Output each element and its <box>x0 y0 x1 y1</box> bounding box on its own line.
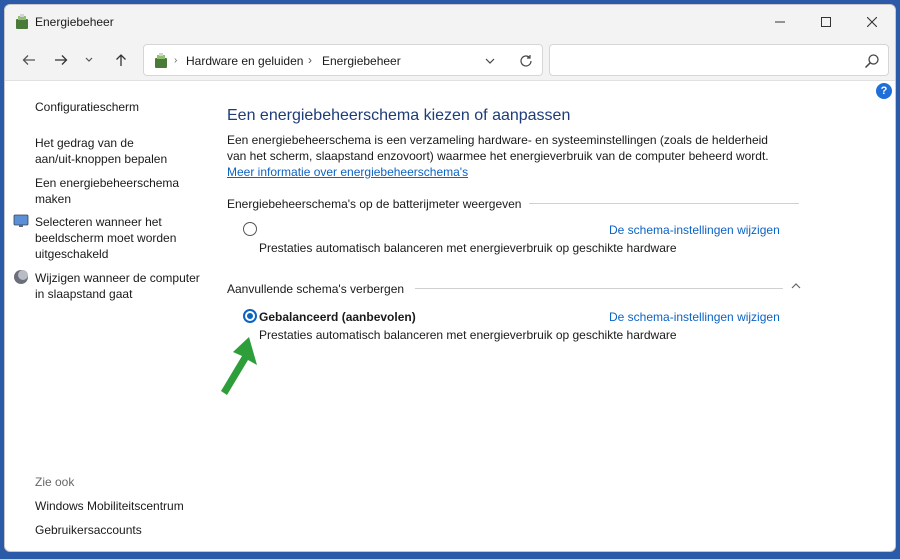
forward-button[interactable] <box>49 49 73 71</box>
forward-icon <box>54 53 68 67</box>
minimize-icon <box>775 17 785 27</box>
intro-text <box>227 132 787 180</box>
plan-name-2: Gebalanceerd (aanbevolen) <box>259 310 416 324</box>
moon-icon <box>13 269 29 285</box>
window-title: Energiebeheer <box>35 15 114 29</box>
section-battery-meter-heading: Energiebeheerschema's op de batterijmeter weergeven <box>227 197 522 211</box>
maximize-icon <box>821 17 831 27</box>
navigation-bar <box>5 39 895 81</box>
section-hide-plans-heading[interactable]: Aanvullende schema's verbergen <box>227 282 405 296</box>
history-chevron-icon <box>85 57 93 63</box>
sidebar-item-sleep[interactable]: Wijzigen wanneer de computer in slaapstand gaat <box>35 271 200 301</box>
search-box[interactable] <box>549 44 889 76</box>
section-divider <box>415 288 783 289</box>
plan-description-2: Prestaties automatisch balanceren met energieverbruik op geschikte hardware <box>259 328 677 342</box>
up-button[interactable] <box>109 49 133 71</box>
help-icon: ? <box>880 85 888 97</box>
refresh-button[interactable] <box>516 51 536 71</box>
recent-locations-button[interactable] <box>81 49 97 71</box>
back-button[interactable] <box>17 49 41 71</box>
sidebar-item-power-buttons[interactable]: Het gedrag van de aan/uit-knoppen bepalen <box>35 136 168 166</box>
collapse-icon[interactable] <box>789 280 803 292</box>
intro-body: Een energiebeheerschema is een verzameling hardware- en systeeminstellingen (zoals de helderheid van het scherm, slaapstand enzovoort) waarmee het energieverbruik van de computer beheerd wordt. <box>227 133 769 163</box>
refresh-icon <box>519 54 533 68</box>
power-options-icon <box>13 13 31 31</box>
close-icon <box>867 17 877 27</box>
plan-radio-2[interactable] <box>243 309 257 323</box>
chevron-down-icon <box>485 58 495 64</box>
search-icon[interactable] <box>864 53 880 69</box>
power-options-icon <box>152 52 170 70</box>
breadcrumb-separator-icon: › <box>308 53 312 67</box>
address-dropdown-button[interactable] <box>480 53 500 69</box>
plan-description-1: Prestaties automatisch balanceren met energieverbruik op geschikte hardware <box>259 241 677 255</box>
sidebar-home-link[interactable]: Configuratiescherm <box>35 100 140 114</box>
window <box>4 4 896 552</box>
back-icon <box>22 53 36 67</box>
address-bar[interactable] <box>143 44 543 76</box>
section-divider <box>529 203 799 204</box>
sidebar-item-display-off[interactable]: Selecteren wanneer het beeldscherm moet worden uitgeschakeld <box>35 215 177 261</box>
breadcrumb-hardware[interactable]: Hardware en geluiden <box>186 54 304 68</box>
close-button[interactable] <box>849 5 895 39</box>
see-also-heading: Zie ook <box>35 475 75 489</box>
see-also-user-accounts[interactable]: Gebruikersaccounts <box>35 523 142 537</box>
main-content <box>227 81 887 551</box>
change-plan-settings-link-1[interactable]: De schema-instellingen wijzigen <box>609 223 780 237</box>
learn-more-link[interactable]: Meer informatie over energiebeheerschema's <box>227 165 469 179</box>
sidebar-item-create-plan[interactable]: Een energiebeheerschema maken <box>35 176 180 206</box>
change-plan-settings-link-2[interactable]: De schema-instellingen wijzigen <box>609 310 780 324</box>
breadcrumb-chevron-icon: › <box>174 55 178 66</box>
display-icon <box>13 213 29 229</box>
up-icon <box>114 53 128 67</box>
annotation-arrow-icon <box>219 335 259 397</box>
see-also-mobility-center[interactable]: Windows Mobiliteitscentrum <box>35 499 184 513</box>
breadcrumb-power[interactable]: Energiebeheer <box>322 54 401 68</box>
plan-radio-1[interactable] <box>243 222 257 236</box>
search-input[interactable] <box>556 51 846 69</box>
sidebar <box>5 81 210 551</box>
page-title: Een energiebeheerschema kiezen of aanpassen <box>227 107 571 124</box>
maximize-button[interactable] <box>803 5 849 39</box>
minimize-button[interactable] <box>757 5 803 39</box>
title-bar <box>5 5 895 39</box>
